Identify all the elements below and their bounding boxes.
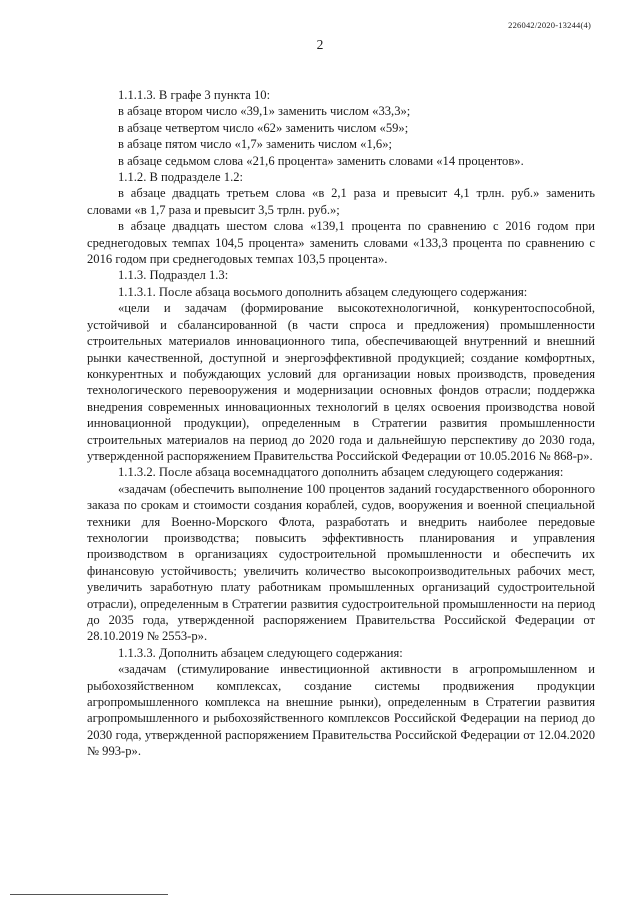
paragraph-1-1-3: 1.1.3. Подраздел 1.3: bbox=[118, 268, 229, 283]
paragraph-amend-twenty-third: в абзаце двадцать третьем слова «в 2,1 раза и превысит 4,1 трлн. руб.» заменить словами «в 1,7 раза и превысит 3,5 трлн. руб.»; bbox=[87, 186, 595, 217]
paragraph-1-1-3-2: 1.1.3.2. После абзаца восемнадцатого дополнить абзацем следующего содержания: bbox=[118, 465, 564, 480]
quote-shipbuilding: «задачам (обеспечить выполнение 100 процентов заданий государственного оборонного заказа по срокам и стоимости создания кораблей, судов, вооружения и военной специальной техники для Военно-Морского Флота, разработать и внедрить наиболее передовые технологии производства; повысить эффективность планирования и управления производством в организациях судостроительной промышленности и обеспечить их финансовую устойчивость; увеличить количество высокопроизводительных рабочих мест, увеличить заработную плату работникам промышленных организаций судостроительной отрасли), определенным в Стратегии развития судостроительной промышленности на период до 2035 года, утвержденной распоряжением Правительства Российской Федерации от 28.10.2019 № 2553-р». bbox=[87, 481, 595, 644]
paragraph-amend-second: в абзаце втором число «39,1» заменить числом «33,3»; bbox=[118, 104, 411, 119]
paragraph-amend-twenty-sixth: в абзаце двадцать шестом слова «139,1 процента по сравнению с 2016 годом при среднегодовых темпах 104,5 процента» заменить словами «133,3 процента по сравнению с 2016 годом при среднегодовых темпах 103,5 процента». bbox=[87, 219, 595, 267]
document-body bbox=[87, 87, 595, 760]
document-number: 226042/2020-13244(4) bbox=[508, 20, 591, 30]
footer-divider bbox=[10, 894, 168, 895]
paragraph-amend-fifth: в абзаце пятом число «1,7» заменить числом «1,6»; bbox=[118, 137, 393, 152]
paragraph-1-1-2: 1.1.2. В подразделе 1.2: bbox=[118, 170, 244, 185]
paragraph-1-1-3-1: 1.1.3.1. После абзаца восьмого дополнить абзацем следующего содержания: bbox=[118, 284, 528, 299]
page-number: 2 bbox=[316, 37, 324, 52]
quote-building-materials: «цели и задачам (формирование высокотехнологичной, конкурентоспособной, устойчивой и сбалансированной (в части спроса и предложения) промышленности строительных материалов инновационного типа, обеспечивающей внутренний и внешний рынки качественной, доступной и энергоэффективной продукцией; создание комфортных, конкурентных и побуждающих условий для организации новых производств, проведения технологического перевооружения и модернизации основных фондов отрасли; поддержка внедрения современных инновационных технологий в целях освоения производства новой инновационной продукции), определенным в Стратегии развития промышленности строительных материалов на период до 2020 года и дальнейшую перспективу до 2030 года, утвержденной распоряжением Правительства Российской Федерации от 10.05.2016 № 868-р». bbox=[87, 301, 595, 463]
paragraph-amend-seventh: в абзаце седьмом слова «21,6 процента» заменить словами «14 процентов». bbox=[118, 153, 524, 168]
paragraph-amend-fourth: в абзаце четвертом число «62» заменить числом «59»; bbox=[118, 120, 409, 135]
quote-agro-industrial: «задачам (стимулирование инвестиционной активности в агропромышленном и рыбохозяйственном комплексах, создание системы продвижения продукции агропромышленного комплекса на внешние рынки), определенным в Стратегии развития агропромышленного и рыбохозяйственного комплексов Российской Федерации на период до 2030 года, утвержденной распоряжением Правительства Российской Федерации от 12.04.2020 № 993-р». bbox=[87, 662, 595, 759]
paragraph-1-1-3-3: 1.1.3.3. Дополнить абзацем следующего содержания: bbox=[118, 645, 403, 660]
paragraph-1-1-1-3: 1.1.1.3. В графе 3 пункта 10: bbox=[118, 88, 271, 102]
